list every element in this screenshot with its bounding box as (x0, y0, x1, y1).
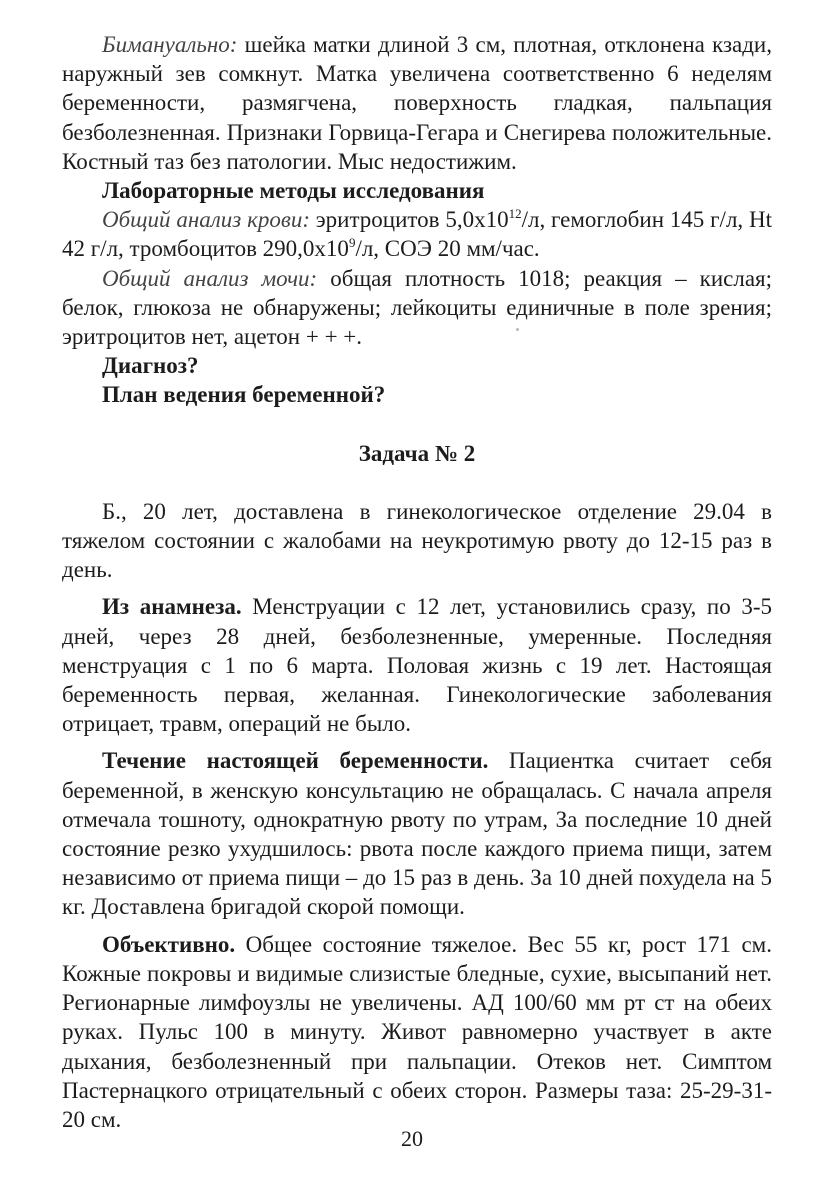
blood-text-2: /л, гемоглобин 145 г/л, Ht 42 г/л, тромбоцитов 290,0x10 (62, 207, 772, 262)
task-title: Задача № 2 (358, 440, 476, 466)
anamnesis-paragraph (62, 592, 772, 738)
question-plan: План ведения беременной? (102, 382, 386, 408)
blood-sup-2: 9 (348, 235, 356, 251)
lab-heading: Лабораторные методы исследования (102, 178, 485, 204)
bimanual-label: Бимануально: (102, 32, 238, 57)
question-diagnosis: Диагноз? (102, 353, 199, 379)
anamnesis-label: Из анамнеза. (102, 594, 242, 620)
page-number: 20 (401, 1126, 423, 1151)
urine-paragraph (62, 264, 772, 352)
blood-text-3: /л, СОЭ 20 мм/час. (355, 236, 540, 262)
blood-text-1: эритроцитов 5,0x10 (309, 207, 509, 233)
bimanual-paragraph (62, 30, 772, 176)
blood-sup-1: 12 (508, 206, 522, 222)
anamnesis-text: Менструации с 12 лет, установились сразу, по 3-5 дней, через 28 дней, безболезненные, умеренные. Последняя менструация с 1 по 6 марта. Половая жизнь с 19 лет. Настоящая беременность первая, желанная. Гинекологические заболевания отрицает, травм, операций не было. (62, 594, 772, 737)
course-paragraph (62, 746, 772, 921)
blood-label: Общий анализ крови: (102, 207, 310, 233)
course-text: Пациентка считает себя беременной, в женскую консультацию не обращалась. С начала апреля отмечала тошноту, однократную рвоту по утрам, За последние 10 дней состояние резко ухудшилось: рвота после каждого приема пищи, затем независимо от приема пищи – до 15 раз в день. За 10 дней похудела на 5 кг. Доставлена бригадой скорой помощи. (62, 748, 772, 920)
bimanual-text: шейка матки длиной 3 см, плотная, отклонена кзади, наружный зев сомкнут. Матка увеличена соответственно 6 неделям беременности, размягчена, поверхность гладкая, пальпация безболезненная. Признаки Горвица-Гегара и Снегирева положительные. Костный таз без патологии. Мыс недостижим. (62, 32, 772, 174)
objective-paragraph (62, 930, 772, 1134)
objective-label: Объективно. (102, 931, 236, 957)
blood-paragraph (62, 205, 772, 263)
scan-speck (516, 328, 519, 331)
urine-text: общая плотность 1018; реакция – кислая; белок, глюкоза не обнаружены; лейкоциты единичные в поле зрения; эритроцитов нет, ацетон + + +. (62, 265, 773, 350)
urine-label: Общий анализ мочи: (102, 265, 318, 291)
objective-text: Общее состояние тяжелое. Вес 55 кг, рост 171 см. Кожные покровы и видимые слизистые бледные, сухие, высыпаний нет. Регионарные лимфоузлы не увеличены. АД 100/60 мм рт ст на обеих руках. Пульс 100 в минуту. Живот равномерно участвует в акте дыхания, безболезненный при пальпации. Отеков нет. Симптом Пастернацкого отрицательный с обеих сторон. Размеры таза: 25-29-31-20 см. (62, 931, 772, 1132)
course-label: Течение настоящей беременности. (102, 748, 489, 774)
intro-paragraph: Б., 20 лет, доставлена в гинекологическое отделение 29.04 в тяжелом состоянии с жалобами на неукротимую рвоту до 12-15 раз в день. (62, 498, 772, 583)
